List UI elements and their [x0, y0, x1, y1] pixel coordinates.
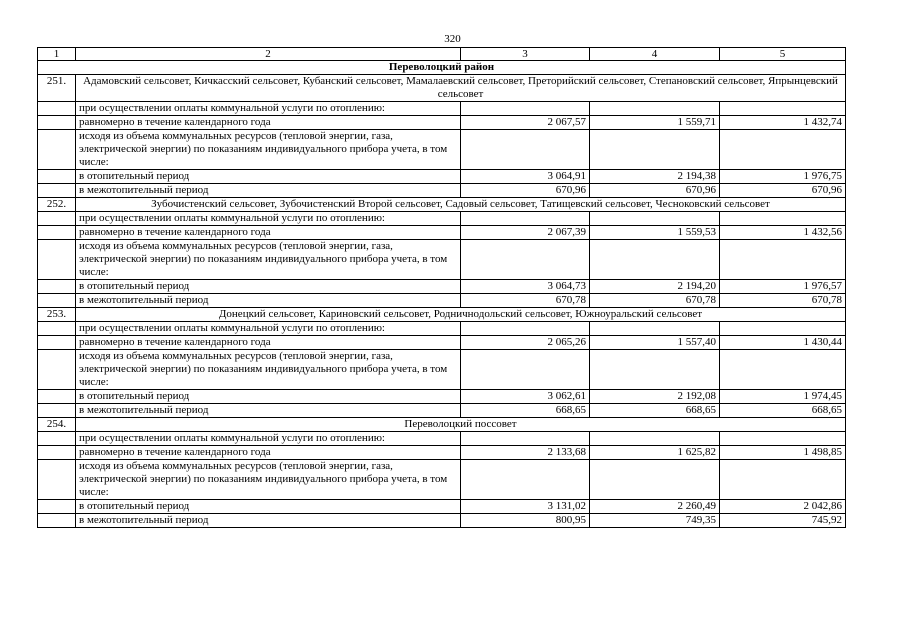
empty-cell — [461, 350, 590, 390]
row-label: при осуществлении оплаты коммунальной услуги по отоплению: — [76, 102, 461, 116]
value-cell: 670,96 — [461, 184, 590, 198]
value-cell: 3 062,61 — [461, 390, 590, 404]
empty-cell — [38, 432, 76, 446]
table-row — [38, 446, 846, 460]
row-label: в отопительный период — [76, 500, 461, 514]
settlement-names: Адамовский сельсовет, Кичкасский сельсовет, Кубанский сельсовет, Мамалаевский сельсовет, Преторийский сельсовет, Степановский сельсовет, Япрынцевский сельсовет — [76, 75, 846, 102]
value-cell: 3 064,91 — [461, 170, 590, 184]
table-row — [38, 404, 846, 418]
row-label: в отопительный период — [76, 280, 461, 294]
empty-cell — [720, 212, 846, 226]
empty-cell — [590, 350, 720, 390]
row-label: равномерно в течение календарного года — [76, 446, 461, 460]
value-cell: 668,65 — [720, 404, 846, 418]
row-label: в межотопительный период — [76, 184, 461, 198]
value-cell: 800,95 — [461, 514, 590, 528]
row-label: исходя из объема коммунальных ресурсов (тепловой энергии, газа, электрической энергии) по показаниям индивидуального прибора учета, в том числе: — [76, 460, 461, 500]
empty-cell — [590, 322, 720, 336]
value-cell: 2 067,57 — [461, 116, 590, 130]
value-cell: 2 194,20 — [590, 280, 720, 294]
empty-cell — [461, 212, 590, 226]
row-label: при осуществлении оплаты коммунальной услуги по отоплению: — [76, 432, 461, 446]
empty-cell — [38, 390, 76, 404]
empty-cell — [590, 240, 720, 280]
value-cell: 3 131,02 — [461, 500, 590, 514]
table-row — [38, 460, 846, 500]
empty-cell — [720, 102, 846, 116]
table-row — [38, 226, 846, 240]
value-cell: 2 260,49 — [590, 500, 720, 514]
region-title: Переволоцкий район — [38, 61, 846, 75]
empty-cell — [590, 130, 720, 170]
empty-cell — [38, 184, 76, 198]
value-cell: 670,78 — [720, 294, 846, 308]
value-cell: 2 192,08 — [590, 390, 720, 404]
group-header-row — [38, 418, 846, 432]
column-header: 2 — [76, 48, 461, 61]
table-row — [38, 294, 846, 308]
empty-cell — [720, 130, 846, 170]
settlement-names: Донецкий сельсовет, Кариновский сельсовет, Родничнодольский сельсовет, Южноуральский сельсовет — [76, 308, 846, 322]
value-cell: 668,65 — [590, 404, 720, 418]
table-row — [38, 514, 846, 528]
value-cell: 1 976,57 — [720, 280, 846, 294]
row-number: 251. — [38, 75, 76, 102]
row-label: исходя из объема коммунальных ресурсов (тепловой энергии, газа, электрической энергии) по показаниям индивидуального прибора учета, в том числе: — [76, 350, 461, 390]
value-cell: 2 194,38 — [590, 170, 720, 184]
table-row — [38, 322, 846, 336]
empty-cell — [38, 226, 76, 240]
row-label: в межотопительный период — [76, 514, 461, 528]
empty-cell — [38, 294, 76, 308]
settlement-names: Переволоцкий поссовет — [76, 418, 846, 432]
value-cell: 1 498,85 — [720, 446, 846, 460]
empty-cell — [461, 130, 590, 170]
value-cell: 745,92 — [720, 514, 846, 528]
value-cell: 1 432,56 — [720, 226, 846, 240]
table-row — [38, 212, 846, 226]
row-label: равномерно в течение календарного года — [76, 116, 461, 130]
empty-cell — [38, 322, 76, 336]
value-cell: 670,96 — [720, 184, 846, 198]
empty-cell — [38, 240, 76, 280]
empty-cell — [720, 432, 846, 446]
value-cell: 2 065,26 — [461, 336, 590, 350]
empty-cell — [38, 130, 76, 170]
column-header: 4 — [590, 48, 720, 61]
group-header-row — [38, 198, 846, 212]
value-cell: 668,65 — [461, 404, 590, 418]
row-label: исходя из объема коммунальных ресурсов (тепловой энергии, газа, электрической энергии) по показаниям индивидуального прибора учета, в том числе: — [76, 240, 461, 280]
empty-cell — [461, 322, 590, 336]
empty-cell — [38, 170, 76, 184]
row-label: в межотопительный период — [76, 294, 461, 308]
value-cell: 1 432,74 — [720, 116, 846, 130]
table-row — [38, 130, 846, 170]
value-cell: 1 559,71 — [590, 116, 720, 130]
value-cell: 2 133,68 — [461, 446, 590, 460]
empty-cell — [461, 102, 590, 116]
table-body — [38, 48, 846, 528]
empty-cell — [38, 102, 76, 116]
row-label: при осуществлении оплаты коммунальной услуги по отоплению: — [76, 322, 461, 336]
empty-cell — [38, 500, 76, 514]
empty-cell — [38, 460, 76, 500]
value-cell: 1 625,82 — [590, 446, 720, 460]
value-cell: 1 976,75 — [720, 170, 846, 184]
row-label: в отопительный период — [76, 390, 461, 404]
table-row — [38, 116, 846, 130]
page-number: 320 — [444, 33, 461, 45]
empty-cell — [720, 322, 846, 336]
value-cell: 2 067,39 — [461, 226, 590, 240]
empty-cell — [38, 336, 76, 350]
value-cell: 670,96 — [590, 184, 720, 198]
settlement-names: Зубочистенский сельсовет, Зубочистенский Второй сельсовет, Садовый сельсовет, Татищевский сельсовет, Чесноковский сельсовет — [76, 198, 846, 212]
value-cell: 670,78 — [461, 294, 590, 308]
empty-cell — [38, 514, 76, 528]
value-cell: 2 042,86 — [720, 500, 846, 514]
table-row — [38, 280, 846, 294]
empty-cell — [38, 446, 76, 460]
empty-cell — [461, 432, 590, 446]
column-header: 5 — [720, 48, 846, 61]
empty-cell — [38, 212, 76, 226]
empty-cell — [590, 102, 720, 116]
table-row — [38, 500, 846, 514]
row-label: исходя из объема коммунальных ресурсов (тепловой энергии, газа, электрической энергии) по показаниям индивидуального прибора учета, в том числе: — [76, 130, 461, 170]
empty-cell — [590, 432, 720, 446]
empty-cell — [461, 240, 590, 280]
table-row — [38, 170, 846, 184]
value-cell: 1 557,40 — [590, 336, 720, 350]
empty-cell — [720, 240, 846, 280]
row-label: равномерно в течение календарного года — [76, 226, 461, 240]
empty-cell — [590, 460, 720, 500]
row-number: 253. — [38, 308, 76, 322]
value-cell: 1 974,45 — [720, 390, 846, 404]
table-row — [38, 102, 846, 116]
group-header-row — [38, 308, 846, 322]
table-row — [38, 240, 846, 280]
empty-cell — [38, 404, 76, 418]
table-row — [38, 184, 846, 198]
tariff-table — [37, 47, 846, 528]
table-row — [38, 432, 846, 446]
region-row — [38, 61, 846, 75]
row-label: равномерно в течение календарного года — [76, 336, 461, 350]
row-label: при осуществлении оплаты коммунальной услуги по отоплению: — [76, 212, 461, 226]
value-cell: 1 559,53 — [590, 226, 720, 240]
row-label: в отопительный период — [76, 170, 461, 184]
column-header: 1 — [38, 48, 76, 61]
column-header-row — [38, 48, 846, 61]
row-number: 252. — [38, 198, 76, 212]
row-label: в межотопительный период — [76, 404, 461, 418]
empty-cell — [38, 350, 76, 390]
table-row — [38, 390, 846, 404]
empty-cell — [38, 116, 76, 130]
table-row — [38, 336, 846, 350]
value-cell: 3 064,73 — [461, 280, 590, 294]
group-header-row — [38, 75, 846, 102]
empty-cell — [590, 212, 720, 226]
empty-cell — [720, 460, 846, 500]
column-header: 3 — [461, 48, 590, 61]
value-cell: 749,35 — [590, 514, 720, 528]
table-row — [38, 350, 846, 390]
empty-cell — [461, 460, 590, 500]
empty-cell — [38, 280, 76, 294]
empty-cell — [720, 350, 846, 390]
row-number: 254. — [38, 418, 76, 432]
value-cell: 670,78 — [590, 294, 720, 308]
value-cell: 1 430,44 — [720, 336, 846, 350]
